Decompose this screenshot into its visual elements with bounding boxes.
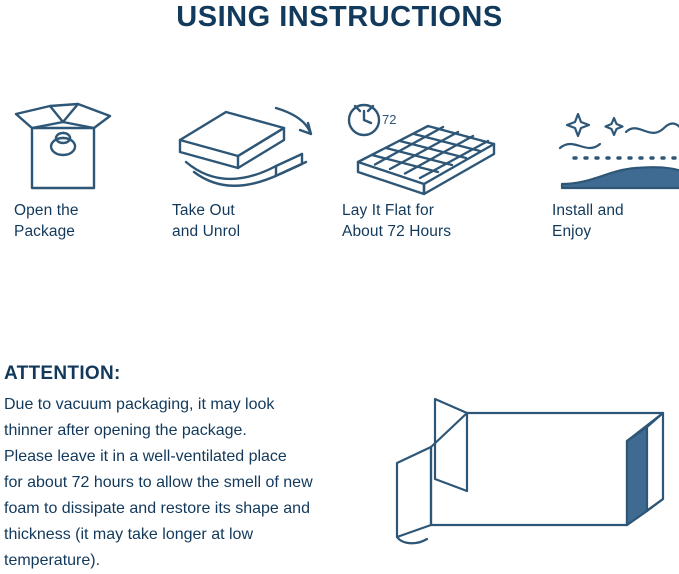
open-box-icon: [14, 92, 174, 200]
attention-text: [4, 392, 394, 574]
step-label-line2: Package: [14, 223, 76, 240]
step-label-lay-flat: [342, 200, 502, 242]
step-open-package: [14, 92, 174, 242]
unroll-mattress-icon: [172, 92, 332, 200]
attention-line: temperature).: [4, 552, 101, 569]
step-label-line1: Take Out: [172, 202, 235, 219]
step-label-line1: Install and: [552, 202, 624, 219]
attention-line: Due to vacuum packaging, it may look: [4, 396, 275, 413]
step-label-take-out-unroll: [172, 200, 332, 242]
step-label-line2: About 72 Hours: [342, 223, 452, 240]
step-install-enjoy: [552, 92, 672, 242]
attention-line: thinner after opening the package.: [4, 422, 247, 439]
fresh-mattress-sparkle-icon: [552, 92, 672, 200]
step-label-line1: Open the: [14, 202, 79, 219]
step-take-out-unroll: [172, 92, 332, 242]
attention-line: Please leave it in a well-ventilated place: [4, 448, 287, 465]
attention-line: thickness (it may take longer at low: [4, 526, 253, 543]
page-title: USING INSTRUCTIONS: [176, 1, 503, 33]
attention-heading: ATTENTION:: [4, 363, 121, 384]
timer-label: 72: [382, 112, 397, 127]
step-label-open-package: [14, 200, 174, 242]
step-label-install-enjoy: [552, 200, 672, 242]
open-carton-icon: [375, 395, 675, 555]
attention-line: for about 72 hours to allow the smell of new: [4, 474, 313, 491]
attention-line: foam to dissipate and restore its shape and: [4, 500, 310, 517]
step-label-line2: Enjoy: [552, 223, 592, 240]
step-label-line2: and Unrol: [172, 223, 241, 240]
step-label-line1: Lay It Flat for: [342, 202, 434, 219]
step-lay-flat: [342, 92, 502, 242]
mattress-timer-72-icon: [342, 92, 502, 200]
steps-row: [0, 92, 679, 272]
